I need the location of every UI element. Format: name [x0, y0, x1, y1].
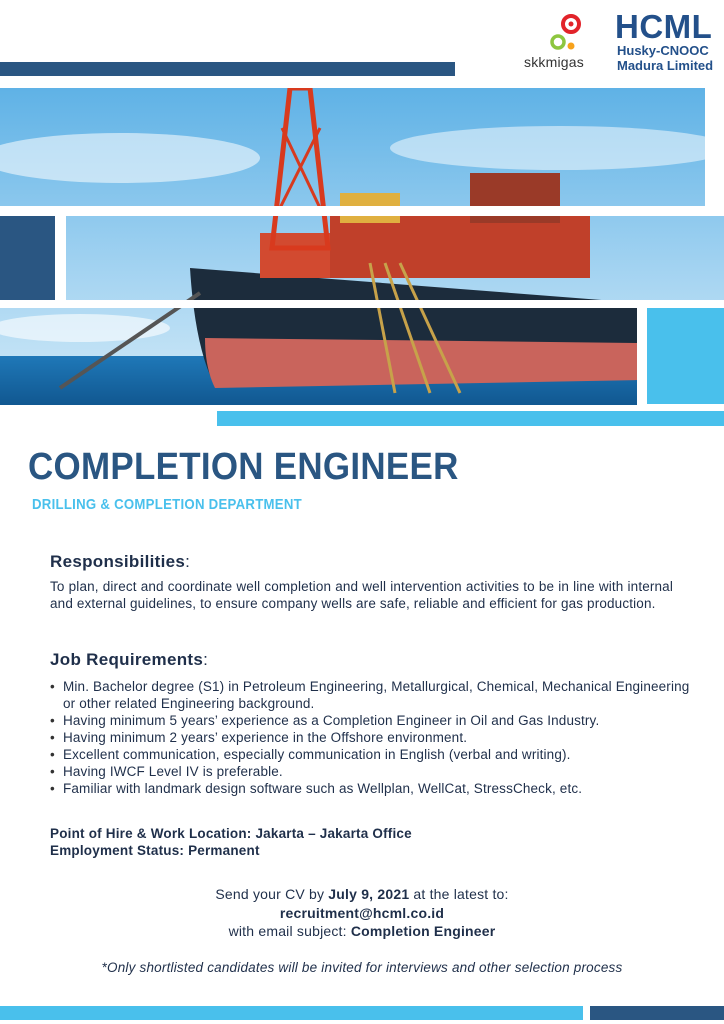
hero-photo-strip-bottom	[0, 308, 637, 405]
apply-email-link[interactable]: recruitment@hcml.co.id	[279, 905, 445, 921]
apply-deadline: July 9, 2021	[328, 886, 410, 902]
employment-status: Employment Status: Permanent	[50, 843, 260, 858]
heading-colon: :	[185, 552, 191, 571]
decor-cyan-block	[647, 308, 724, 404]
hero-photo-strip-top	[0, 88, 705, 206]
footer-accent-bar-left	[0, 1006, 583, 1020]
hcml-logo-line2: Madura Limited	[617, 58, 714, 73]
list-item: • Having minimum 5 years’ experience as a Completion Engineer in Oil and Gas Industry.	[50, 712, 690, 729]
list-item: • Min. Bachelor degree (S1) in Petroleum Engineering, Metallurgical, Chemical, Mechanical Engineering or other related Engineering background.	[50, 678, 690, 712]
responsibilities-text: To plan, direct and coordinate well completion and well intervention activities to be in line with internal and external guidelines, to ensure company wells are safe, reliable and efficient for gas production.	[50, 579, 673, 611]
job-title: COMPLETION ENGINEER	[28, 446, 459, 488]
responsibilities-heading	[50, 552, 190, 572]
skkmigas-logo-icon	[546, 14, 586, 54]
fpso-vessel-photo	[0, 88, 705, 206]
list-item: • Having minimum 2 years’ experience in the Offshore environment.	[50, 729, 690, 746]
hero-collage	[0, 88, 724, 428]
requirements-heading-text: Job Requirements	[50, 650, 204, 669]
hero-photo-strip-middle	[66, 216, 724, 300]
apply-subject-row	[0, 923, 724, 939]
hcml-logo-title: HCML	[615, 8, 713, 45]
apply-email-row	[0, 905, 724, 921]
apply-prefix: Send your CV by	[215, 886, 329, 902]
work-location: Point of Hire & Work Location: Jakarta – Jakarta Office	[50, 826, 412, 841]
requirements-list	[50, 678, 690, 797]
skkmigas-logo-text: skkmigas	[524, 54, 584, 70]
apply-suffix: at the latest to:	[409, 886, 509, 902]
apply-subject-prefix: with email subject:	[228, 923, 351, 939]
footer-accent-bar-right	[590, 1006, 724, 1020]
decor-navy-block	[0, 216, 55, 300]
header-accent-bar	[0, 62, 455, 76]
list-item: • Familiar with landmark design software such as Wellplan, WellCat, StressCheck, etc.	[50, 780, 690, 797]
fpso-vessel-photo	[66, 216, 724, 300]
department-name: DRILLING & COMPLETION DEPARTMENT	[32, 496, 302, 513]
list-item: • Excellent communication, especially communication in English (verbal and writing).	[50, 746, 690, 763]
list-item: • Having IWCF Level IV is preferable.	[50, 763, 690, 780]
decor-cyan-bar	[217, 411, 724, 426]
apply-instructions	[0, 886, 724, 902]
heading-colon: :	[203, 650, 209, 669]
disclaimer-note: *Only shortlisted candidates will be invited for interviews and other selection process	[101, 960, 623, 975]
requirements-heading	[50, 650, 208, 670]
fpso-vessel-photo	[0, 308, 637, 405]
apply-subject: Completion Engineer	[350, 923, 496, 939]
hcml-logo-line1: Husky-CNOOC	[617, 43, 709, 58]
responsibilities-heading-text: Responsibilities	[50, 552, 186, 571]
